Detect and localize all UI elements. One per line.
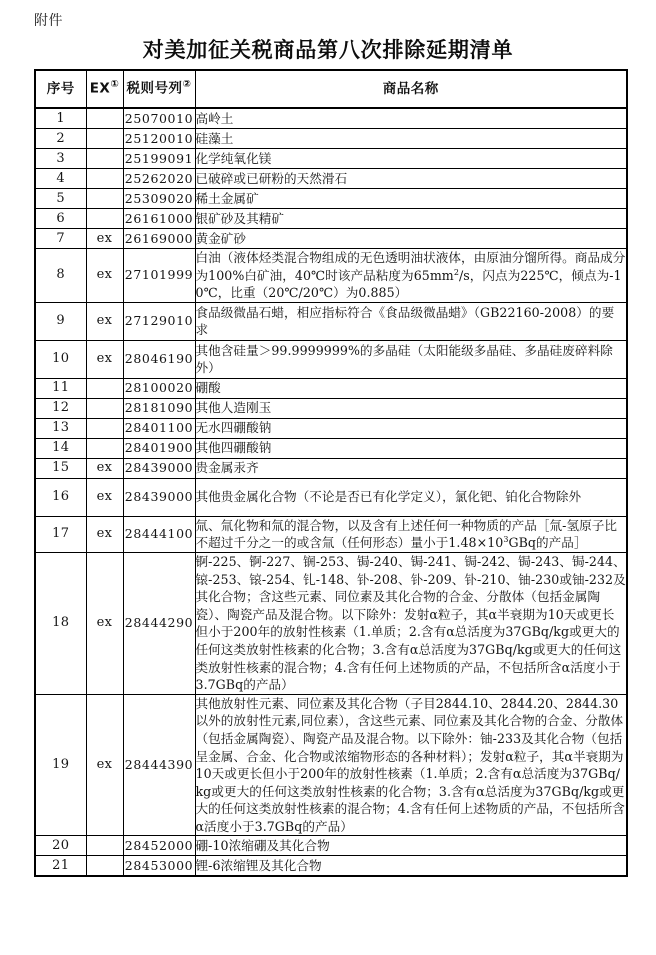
table-row <box>35 209 627 229</box>
column-header-product-name <box>195 70 627 108</box>
row-product-name: 银矿砂及其精矿 <box>195 209 627 229</box>
row-tariff-code: 28401100 <box>123 418 195 438</box>
row-ex-flag <box>86 378 123 398</box>
row-tariff-code: 28100020 <box>123 378 195 398</box>
row-tariff-code: 28444390 <box>123 694 195 836</box>
row-ex-flag: ex <box>86 229 123 249</box>
table-row <box>35 836 627 856</box>
row-ex-flag <box>86 398 123 418</box>
row-sequence-number: 3 <box>35 149 86 169</box>
row-product-name: 其他含硅量＞99.9999999%的多晶硅（太阳能级多晶硅、多晶硅废碎料除外） <box>195 340 627 378</box>
row-sequence-number: 14 <box>35 438 86 458</box>
table-row <box>35 340 627 378</box>
row-sequence-number: 17 <box>35 516 86 552</box>
row-ex-flag: ex <box>86 516 123 552</box>
column-header-ex-label: EX <box>89 80 111 97</box>
table-row <box>35 108 627 129</box>
table-row <box>35 856 627 877</box>
table-body <box>35 108 627 876</box>
table-row <box>35 302 627 340</box>
row-ex-flag: ex <box>86 552 123 694</box>
row-tariff-code: 25120010 <box>123 129 195 149</box>
column-header-code <box>123 70 195 108</box>
row-sequence-number: 4 <box>35 169 86 189</box>
row-product-name: 黄金矿砂 <box>195 229 627 249</box>
row-tariff-code: 27129010 <box>123 302 195 340</box>
row-tariff-code: 28444290 <box>123 552 195 694</box>
row-product-name: 贵金属汞齐 <box>195 458 627 478</box>
row-sequence-number: 18 <box>35 552 86 694</box>
row-ex-flag <box>86 836 123 856</box>
row-tariff-code: 28453000 <box>123 856 195 877</box>
row-sequence-number: 20 <box>35 836 86 856</box>
table-row <box>35 169 627 189</box>
row-tariff-code: 28181090 <box>123 398 195 418</box>
table-row <box>35 129 627 149</box>
row-tariff-code: 25309020 <box>123 189 195 209</box>
row-product-name: 锂-6浓缩锂及其化合物 <box>195 856 627 877</box>
row-tariff-code: 28439000 <box>123 478 195 516</box>
table-row <box>35 189 627 209</box>
row-ex-flag <box>86 438 123 458</box>
row-product-name: 稀土金属矿 <box>195 189 627 209</box>
table-row <box>35 249 627 303</box>
column-header-sequence <box>35 70 86 108</box>
row-product-name: 其他人造刚玉 <box>195 398 627 418</box>
row-product-name: 硼-10浓缩硼及其化合物 <box>195 836 627 856</box>
table-row <box>35 378 627 398</box>
row-product-name: 白油（液体烃类混合物组成的无色透明油状液体，由原油分馏所得。商品成分为100%白矿油，40℃时该产品粘度为$65mm^2/s$，闪点为225℃，倾点为-10℃，比重（20℃/20℃）为0.885） <box>195 249 627 303</box>
row-product-name: 氚、氚化物和氚的混合物，以及含有上述任何一种物质的产品［氚-氢原子比不超过千分之一的或含氚（任何形态）量小于$1.48\times 10^3GBq$的产品］ <box>195 516 627 552</box>
row-sequence-number: 21 <box>35 856 86 877</box>
row-sequence-number: 10 <box>35 340 86 378</box>
row-sequence-number: 16 <box>35 478 86 516</box>
tariff-table-container <box>34 69 626 877</box>
table-row <box>35 438 627 458</box>
row-tariff-code: 25199091 <box>123 149 195 169</box>
row-product-name: 其他放射性元素、同位素及其化合物（子目2844.10、2844.20、2844.30以外的放射性元素,同位素），含这些元素、同位素及其化合物的合金、分散体（包括金属陶瓷）、陶瓷产品及混合物。以下除外：铀-233及其化合物（包括呈金属、合金、化合物或浓缩物形态的各种材料）；发射α粒子，其α半衰期为10天或更长但小于200年的放射性核素（1.单质；2.含有α总活度为37GBq/kg或更大的任何这类放射性核素的化合物；3.含有α总活度为37GBq/kg或更大的任何这类放射性核素的混合物；4.含有任何上述物质的产品，不包括所含α活度小于3.7GBq的产品） <box>195 694 627 836</box>
row-product-name: 食品级微晶石蜡，相应指标符合《食品级微晶蜡》（GB22160-2008）的要求 <box>195 302 627 340</box>
table-row <box>35 418 627 438</box>
row-ex-flag: ex <box>86 340 123 378</box>
table-row <box>35 458 627 478</box>
row-ex-flag <box>86 189 123 209</box>
page-title: 对美加征关税商品第八次排除延期清单 <box>142 38 514 62</box>
row-product-name: 已破碎或已研粉的天然滑石 <box>195 169 627 189</box>
row-sequence-number: 12 <box>35 398 86 418</box>
column-header-sequence-label: 序号 <box>46 80 75 97</box>
row-sequence-number: 9 <box>35 302 86 340</box>
row-ex-flag: ex <box>86 249 123 303</box>
row-ex-flag <box>86 209 123 229</box>
table-row <box>35 552 627 694</box>
row-product-name: 无水四硼酸钠 <box>195 418 627 438</box>
row-product-name: 化学纯氧化镁 <box>195 149 627 169</box>
row-sequence-number: 2 <box>35 129 86 149</box>
table-header-row <box>35 70 627 108</box>
row-sequence-number: 1 <box>35 108 86 129</box>
row-product-name: 硅藻土 <box>195 129 627 149</box>
attachment-label: 附件 <box>34 13 63 29</box>
row-tariff-code: 28046190 <box>123 340 195 378</box>
row-tariff-code: 26161000 <box>123 209 195 229</box>
column-header-code-label: 税则号列 <box>126 80 183 97</box>
row-tariff-code: 27101999 <box>123 249 195 303</box>
row-sequence-number: 19 <box>35 694 86 836</box>
row-ex-flag <box>86 169 123 189</box>
table-row <box>35 478 627 516</box>
row-tariff-code: 28439000 <box>123 458 195 478</box>
row-sequence-number: 7 <box>35 229 86 249</box>
table-row <box>35 229 627 249</box>
row-tariff-code: 28401900 <box>123 438 195 458</box>
row-product-name: 高岭土 <box>195 108 627 129</box>
table-header <box>35 70 627 108</box>
row-sequence-number: 8 <box>35 249 86 303</box>
table-row <box>35 149 627 169</box>
row-sequence-number: 6 <box>35 209 86 229</box>
table-row <box>35 516 627 552</box>
row-ex-flag: ex <box>86 478 123 516</box>
row-ex-flag <box>86 108 123 129</box>
row-product-name: 锕-225、锕-227、锎-253、锔-240、锔-241、锔-242、锔-243、锔-244、锿-253、锿-254、钆-148、钋-208、钋-209、钋-210、铀-230或铀-232及其化合物；含这些元素、同位素及其化合物的合金、分散体（包括金属陶瓷）、陶瓷产品及混合物。以下除外：发射α粒子，其α半衰期为10天或更长但小于200年的放射性核素（1.单质；2.含有α总活度为37GBq/kg或更大的任何这类放射性核素的化合物；3.含有α总活度为37GBq/kg或更大的任何这类放射性核素的混合物；4.含有任何上述物质的产品，不包括所含α活度小于3.7GBq的产品） <box>195 552 627 694</box>
row-tariff-code: 25070010 <box>123 108 195 129</box>
row-ex-flag: ex <box>86 302 123 340</box>
row-tariff-code: 25262020 <box>123 169 195 189</box>
footnote-marker-1: ① <box>110 79 120 91</box>
table-row <box>35 398 627 418</box>
row-tariff-code: 28452000 <box>123 836 195 856</box>
row-ex-flag <box>86 129 123 149</box>
row-ex-flag <box>86 856 123 877</box>
footnote-marker-2: ② <box>182 79 192 91</box>
row-sequence-number: 11 <box>35 378 86 398</box>
row-sequence-number: 5 <box>35 189 86 209</box>
row-tariff-code: 26169000 <box>123 229 195 249</box>
column-header-product-name-label: 商品名称 <box>382 80 439 97</box>
row-sequence-number: 15 <box>35 458 86 478</box>
row-ex-flag: ex <box>86 694 123 836</box>
row-ex-flag <box>86 149 123 169</box>
row-product-name: 其他四硼酸钠 <box>195 438 627 458</box>
row-product-name: 其他贵金属化合物（不论是否已有化学定义），氯化钯、铂化合物除外 <box>195 478 627 516</box>
row-ex-flag <box>86 418 123 438</box>
row-ex-flag: ex <box>86 458 123 478</box>
row-sequence-number: 13 <box>35 418 86 438</box>
tariff-table <box>34 69 628 877</box>
row-product-name: 硼酸 <box>195 378 627 398</box>
table-row <box>35 694 627 836</box>
row-tariff-code: 28444100 <box>123 516 195 552</box>
column-header-ex <box>86 70 123 108</box>
